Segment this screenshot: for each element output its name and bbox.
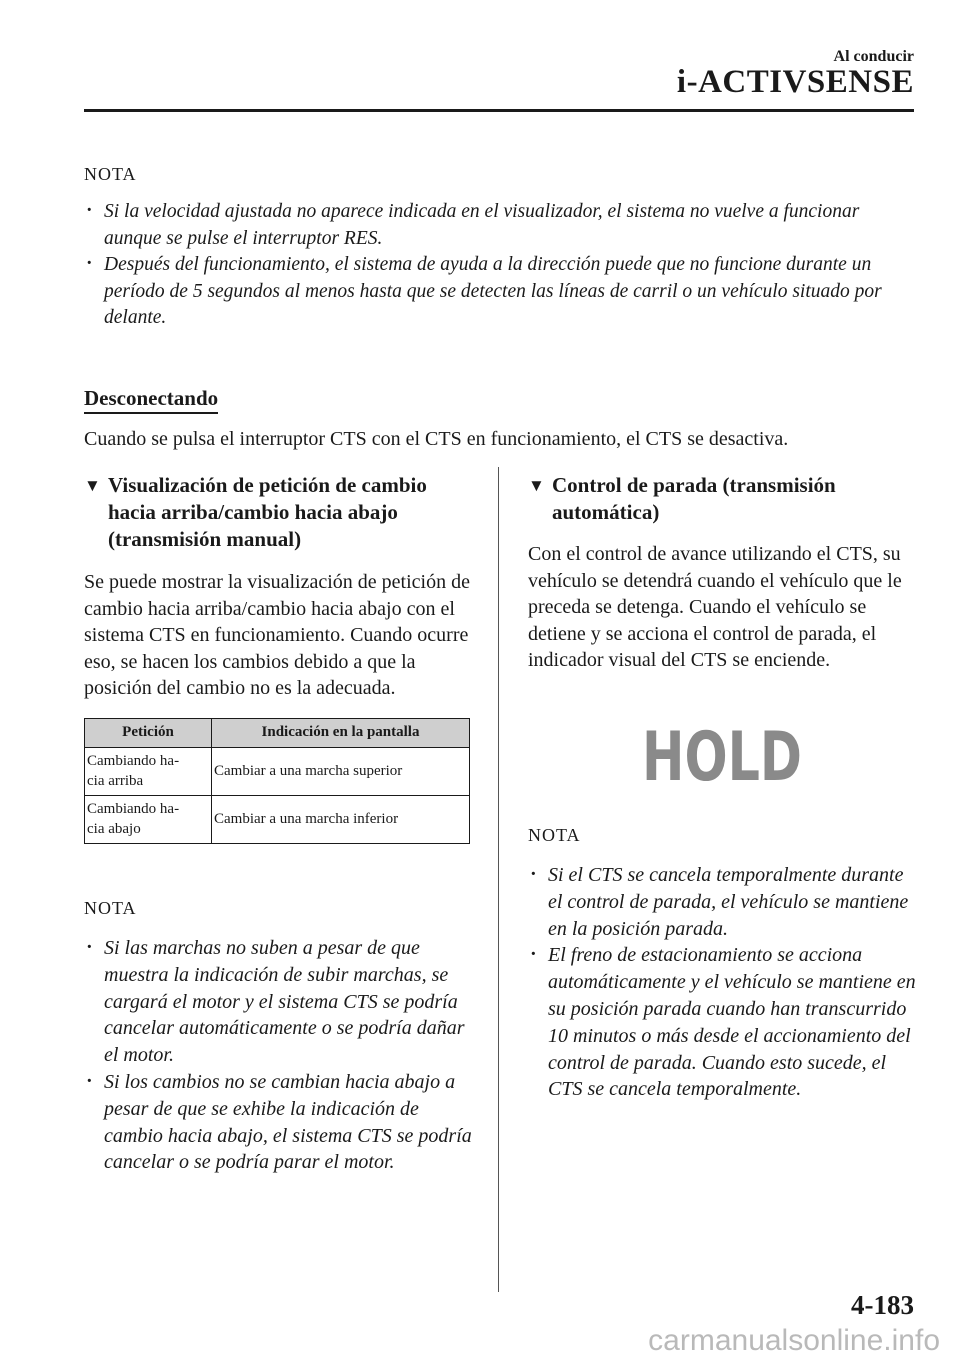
table-cell-request xyxy=(85,747,212,795)
note-heading: NOTA xyxy=(84,898,137,918)
note-item: · Si los cambios no se cambian hacia abajo a pesar de que se exhibe la indicación de cambio hacia abajo, el sistema CTS se podría cancelar o se podría parar el motor. xyxy=(84,1069,474,1176)
note-item: · El freno de estacionamiento se acciona automáticamente y el vehículo se mantiene en su posición parada cuando han transcurrido 10 minutos o más desde el accionamiento del control de parada. Cuando esto sucede, el CTS se cancela temporalmente. xyxy=(528,942,918,1103)
note-list xyxy=(84,199,914,332)
note-item: · Si las marchas no suben a pesar de que muestra la indicación de subir marchas, se cargará el motor y el sistema CTS se podría cancelar automáticamente o se podría dañar el motor. xyxy=(84,935,474,1069)
table-row xyxy=(85,747,470,795)
note-item: · Si la velocidad ajustada no aparece indicada en el visualizador, el sistema no vuelve a funcionar aunque se pulse el interruptor RES. xyxy=(84,199,914,252)
note-block-right xyxy=(528,825,918,1103)
heading-line: (transmisión manual) xyxy=(108,527,302,551)
left-column xyxy=(84,472,472,844)
table-cell-indication: Cambiar a una marcha superior xyxy=(212,747,470,795)
note-block-left xyxy=(84,898,474,1176)
table-header-request: Petición xyxy=(85,718,212,747)
header-divider xyxy=(84,109,914,112)
subsection-title: Desconectando xyxy=(84,385,218,414)
hold-indicator-icon xyxy=(640,718,804,797)
note-list xyxy=(528,862,918,1103)
note-list xyxy=(84,935,474,1176)
note-item: · Después del funcionamiento, el sistema de ayuda a la dirección puede que no funcione durante un período de 5 segundos al menos hasta que se detecten las líneas de carril o un vehículo situado por delante. xyxy=(84,252,914,332)
table-cell-request xyxy=(85,795,212,843)
hold-control-heading xyxy=(528,472,918,526)
note-heading: NOTA xyxy=(84,164,137,184)
triangle-down-icon: ▼ xyxy=(84,476,101,495)
table-row xyxy=(85,795,470,843)
cell-line: cia abajo xyxy=(87,820,141,837)
right-column xyxy=(528,472,918,674)
table-header-indication: Indicación en la pantalla xyxy=(212,718,470,747)
subsection-body: Cuando se pulsa el interruptor CTS con el CTS en funcionamiento, el CTS se desactiva. xyxy=(84,428,789,450)
heading-line: automática) xyxy=(552,500,660,524)
watermark: carmanualsonline.info xyxy=(648,1324,940,1357)
cell-line: Cambiando ha- xyxy=(87,752,180,769)
cell-line: cia arriba xyxy=(87,772,144,789)
table-header-row xyxy=(85,718,470,747)
cell-line: Cambiando ha- xyxy=(87,800,180,817)
hold-control-body: Con el control de avance utilizando el CTS, su vehículo se detendrá cuando el vehículo que le preceda se detenga. Cuando el vehículo se detiene y se acciona el control de parada, el indicador visual del CTS se enciende. xyxy=(528,543,902,671)
column-divider xyxy=(498,467,499,1292)
shift-indication-heading xyxy=(84,472,472,553)
section-label: Al conducir xyxy=(833,48,914,65)
heading-line: hacia arriba/cambio hacia abajo xyxy=(108,500,398,524)
chapter-title: i-ACTIVSENSE xyxy=(676,64,914,100)
shift-request-table xyxy=(84,718,470,844)
heading-line: Control de parada (transmisión xyxy=(552,473,836,497)
shift-indication-body: Se puede mostrar la visualización de petición de cambio hacia arriba/cambio hacia abajo con el sistema CTS en funcionamiento. Cuando ocurre eso, se hacen los cambios debido a que la posición del cambio no es la adecuada. xyxy=(84,571,470,699)
triangle-down-icon: ▼ xyxy=(528,476,545,495)
page-number: 4-183 xyxy=(851,1290,914,1320)
heading-line: Visualización de petición de cambio xyxy=(108,473,427,497)
note-heading: NOTA xyxy=(528,825,581,845)
table-cell-indication: Cambiar a una marcha inferior xyxy=(212,795,470,843)
note-item: · Si el CTS se cancela temporalmente durante el control de parada, el vehículo se mantiene en la posición parada. xyxy=(528,862,918,942)
hold-indicator-text: HOLD xyxy=(642,718,802,797)
note-block-top xyxy=(84,164,914,332)
